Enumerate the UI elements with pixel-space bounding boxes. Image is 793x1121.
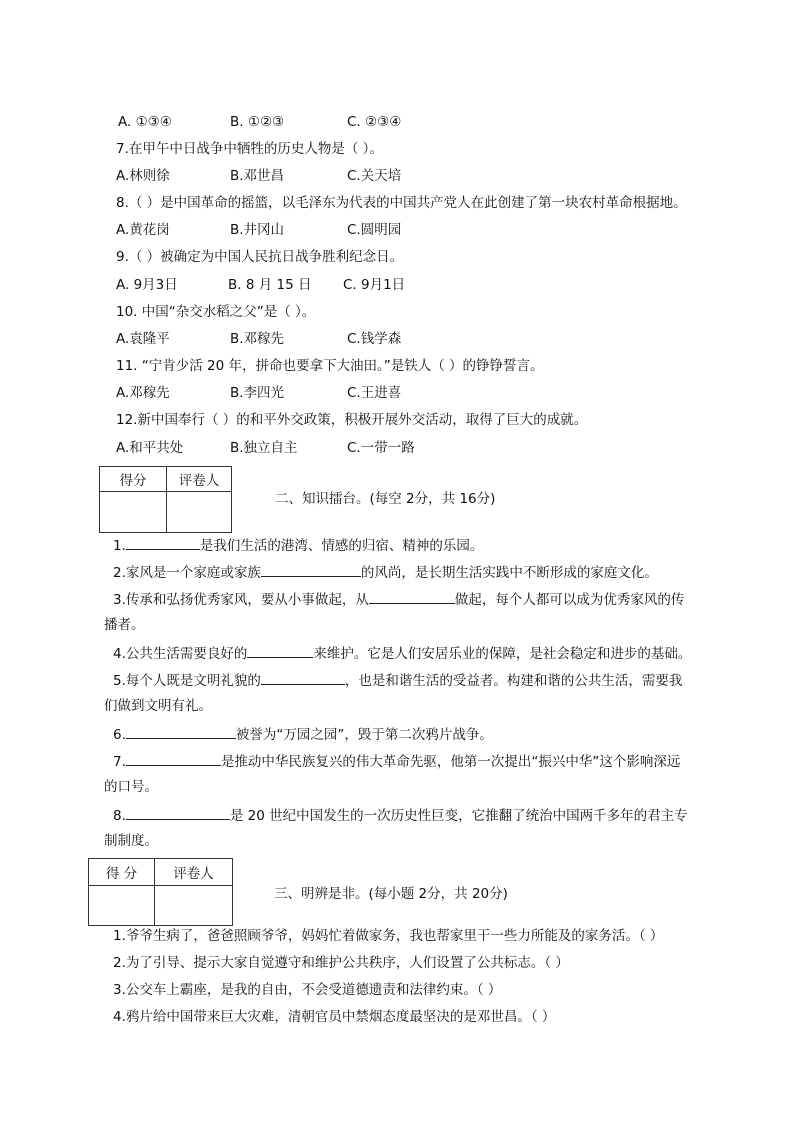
grader-label: 评卷人 (167, 467, 232, 492)
q9-option-b: B. 8 月 15 日 (228, 277, 312, 293)
q8-stem: 8.（ ）是中国革命的摇篮，以毛泽东为代表的中国共产党人在此创建了第一块农村革命根据地。 (116, 195, 687, 211)
q11-option-c: C.王进喜 (347, 385, 402, 401)
s2-q8: 8. 是 20 世纪中国发生的一次历史性巨变，它推翻了统治中国两千多年的君主专 (113, 805, 688, 825)
s3-item-1: 1.爷爷生病了，爸爸照顾爷爷，妈妈忙着做家务，我也帮家里干一些力所能及的家务活。（ ） (113, 928, 664, 944)
q8-option-c: C.圆明园 (347, 222, 402, 238)
answer-blank[interactable] (261, 670, 345, 685)
answer-blank[interactable] (126, 535, 200, 550)
q10-option-b: B.邓稼先 (230, 331, 285, 347)
q9-option-a: A. 9月3日 (116, 277, 178, 293)
s2-q3-cont: 播者。 (104, 617, 145, 633)
answer-blank[interactable] (126, 724, 236, 739)
score-label: 得分 (100, 467, 167, 492)
q11-stem: 11. “宁肯少活 20 年，拼命也要拿下大油田。”是铁人（ ）的铮铮誓言。 (116, 358, 544, 374)
s3-item-3: 3.公交车上霸座，是我的自由，不会受道德遗责和法律约束。（ ） (113, 982, 502, 998)
q7-stem: 7.在甲午中日战争中牺牲的历史人物是（ ）。 (116, 141, 383, 157)
s2-q5: 5.每个人既是文明礼貌的 ，也是和谐生活的受益者。构建和谐的公共生活，需要我 (113, 670, 682, 690)
s2-q4: 4.公共生活需要良好的 来维护。它是人们安居乐业的保障，是社会稳定和进步的基础。 (113, 643, 691, 663)
score-label: 得 分 (89, 859, 155, 886)
s3-item-4: 4.鸦片给中国带来巨大灾难，清朝官员中禁烟态度最坚决的是邓世昌。（ ） (113, 1009, 556, 1025)
q10-option-a: A.袁隆平 (116, 331, 170, 347)
q12-stem: 12.新中国奉行（ ）的和平外交政策，积极开展外交活动，取得了巨大的成就。 (116, 412, 588, 428)
s2-q8-cont: 制制度。 (104, 833, 158, 849)
q8-option-b: B.井冈山 (230, 222, 285, 238)
s2-q1: 1. 是我们生活的港湾、情感的归宿、精神的乐园。 (113, 535, 483, 555)
q6-option-a: A. ①③④ (118, 114, 172, 130)
grader-cell[interactable] (167, 492, 232, 533)
s2-q2: 2.家风是一个家庭或家族 的风尚，是长期生活实践中不断形成的家庭文化。 (113, 562, 658, 582)
q7-option-c: C.关天培 (347, 168, 402, 184)
score-cell[interactable] (89, 886, 155, 926)
q8-option-a: A.黄花岗 (116, 222, 170, 238)
score-cell[interactable] (100, 492, 167, 533)
section2-title: 二、知识擂台。(每空 2分，共 16分) (275, 491, 496, 507)
q11-option-a: A.邓稼先 (116, 385, 170, 401)
s2-q7: 7. 是推动中华民族复兴的伟大革命先驱，他第一次提出“振兴中华”这个影响深远 (113, 751, 680, 771)
section2-score-table (99, 466, 232, 533)
q6-option-c: C. ②③④ (347, 114, 402, 130)
q9-option-c: C. 9月1日 (343, 277, 406, 293)
s2-q5-cont: 们做到文明有礼。 (104, 698, 212, 714)
q10-stem: 10. 中国“杂交水稻之父”是（ ）。 (116, 304, 316, 320)
grader-cell[interactable] (155, 886, 233, 926)
answer-blank[interactable] (126, 751, 221, 766)
s2-q3: 3.传承和弘扬优秀家风，要从小事做起，从 做起，每个人都可以成为优秀家风的传 (113, 589, 684, 609)
answer-blank[interactable] (369, 589, 455, 604)
q9-stem: 9.（ ）被确定为中国人民抗日战争胜利纪念日。 (116, 249, 404, 265)
section3-score-table (88, 858, 233, 926)
answer-blank[interactable] (247, 643, 313, 658)
s2-q6: 6. 被誉为“万园之园”，毁于第二次鸦片战争。 (113, 724, 493, 744)
q10-option-c: C.钱学森 (347, 331, 402, 347)
s3-item-2: 2.为了引导、提示大家自觉遵守和维护公共秩序，人们设置了公共标志。（ ） (113, 955, 569, 971)
q11-option-b: B.李四光 (230, 385, 285, 401)
grader-label: 评卷人 (155, 859, 233, 886)
answer-blank[interactable] (126, 805, 230, 820)
s2-q7-cont: 的口号。 (104, 779, 158, 795)
q7-option-a: A.林则徐 (116, 168, 170, 184)
section3-title: 三、明辨是非。(每小题 2分，共 20分) (274, 886, 508, 902)
q12-option-c: C.一带一路 (347, 440, 415, 456)
answer-blank[interactable] (261, 562, 361, 577)
q12-option-a: A.和平共处 (116, 440, 184, 456)
q12-option-b: B.独立自主 (230, 440, 298, 456)
q7-option-b: B.邓世昌 (230, 168, 285, 184)
q6-option-b: B. ①②③ (230, 114, 285, 130)
